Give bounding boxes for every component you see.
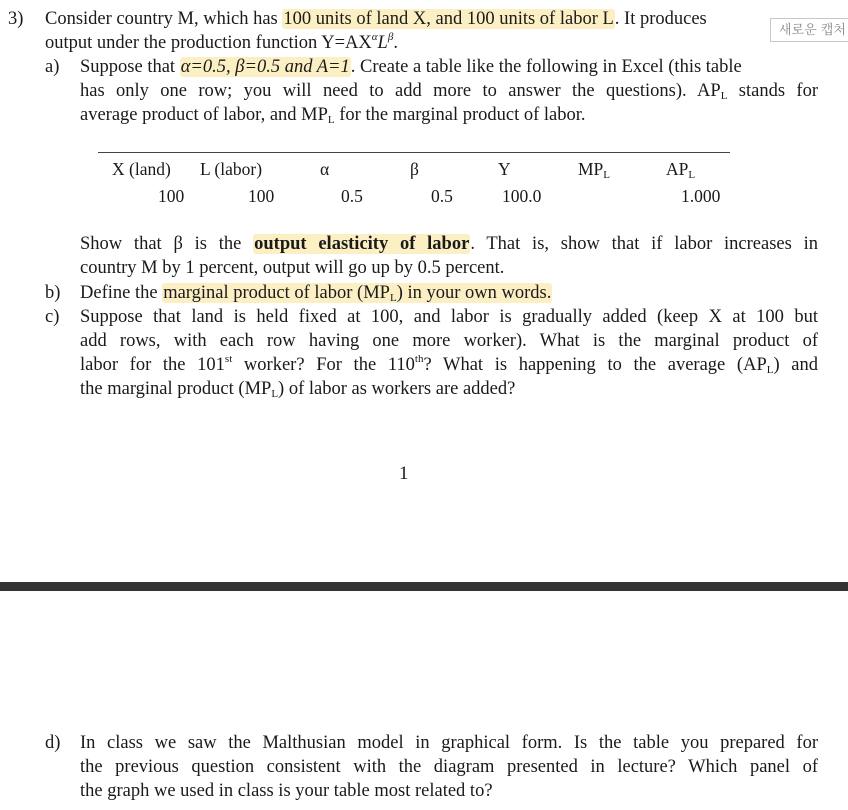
part-d-line-1: In class we saw the Malthusian model in graphical form. Is the table you prepared for (80, 733, 818, 753)
cell-x-value: 100 (158, 186, 185, 206)
elasticity-line-2: country M by 1 percent, output will go up by 0.5 percent. (80, 258, 505, 278)
part-d-line-2: the previous question consistent with the diagram presented in lecture? Which panel of (80, 757, 818, 777)
q3-line-1: Consider country M, which has 100 units of land X, and 100 units of labor L. It produces (45, 9, 707, 29)
header-x-land: X (land) (112, 159, 171, 179)
part-b-label: b) (45, 283, 61, 303)
cell-alpha-value: 0.5 (341, 186, 363, 206)
production-table (98, 152, 730, 209)
header-beta: β (410, 159, 419, 179)
header-l-labor: L (labor) (200, 159, 263, 179)
part-a-label: a) (45, 57, 60, 77)
part-a-line-2: has only one row; you will need to add more to answer the questions). $AP_L$ stands for (80, 81, 818, 102)
part-c-line-2: add rows, with each row having one more worker). What is the marginal product of (80, 331, 818, 351)
highlight-parameters: α=0.5, β=0.5 and A=1 (180, 57, 350, 77)
cell-beta-value: 0.5 (431, 186, 453, 206)
question-number: 3) (8, 9, 24, 29)
highlight-output-elasticity: output elasticity of labor (254, 234, 470, 254)
capture-overlay-badge: 새로운 캡처 (770, 18, 848, 42)
part-a-line-3: average product of labor, and $MP_L$ for the marginal product of labor. (80, 105, 586, 126)
part-c-label: c) (45, 307, 60, 327)
highlight-land-labor: 100 units of land X, and 100 units of labor L (283, 9, 614, 29)
header-mpl: $MP_L$ (578, 159, 611, 181)
q3-line-2: output under the production function $Y=AX^\alpha L^\beta$. (45, 31, 398, 53)
header-y: Y (498, 159, 511, 179)
cell-apl-value: 1.000 (681, 186, 721, 206)
page-number: 1 (399, 463, 409, 484)
highlight-marginal-product: marginal product of labor $(MP_L)$ in your own words. (163, 283, 552, 304)
part-c-line-3: labor for the 101st worker? For the 110th? What is happening to the average $(AP_L)$ and (80, 353, 819, 376)
part-c-line-1: Suppose that land is held fixed at 100, and labor is gradually added (keep X at 100 but (80, 307, 818, 327)
part-d-line-3: the graph we used in class is your table most related to? (80, 781, 493, 801)
part-a-line-1: Suppose that α=0.5, β=0.5 and A=1. Create a table like the following in Excel (this table (80, 57, 742, 77)
part-b-text: Define the marginal product of labor $(MP_L)$ in your own words. (80, 283, 552, 304)
header-alpha: α (320, 159, 330, 179)
part-c-line-4: the marginal product $(MP_L)$ of labor as workers are added? (80, 379, 516, 400)
header-apl: $AP_L$ (666, 159, 696, 181)
page-break-divider (0, 582, 848, 591)
cell-l-value: 100 (248, 186, 275, 206)
cell-y-value: 100.0 (502, 186, 542, 206)
elasticity-line-1: Show that β is the output elasticity of labor. That is, show that if labor increases in (80, 234, 818, 254)
part-d-label: d) (45, 733, 61, 753)
